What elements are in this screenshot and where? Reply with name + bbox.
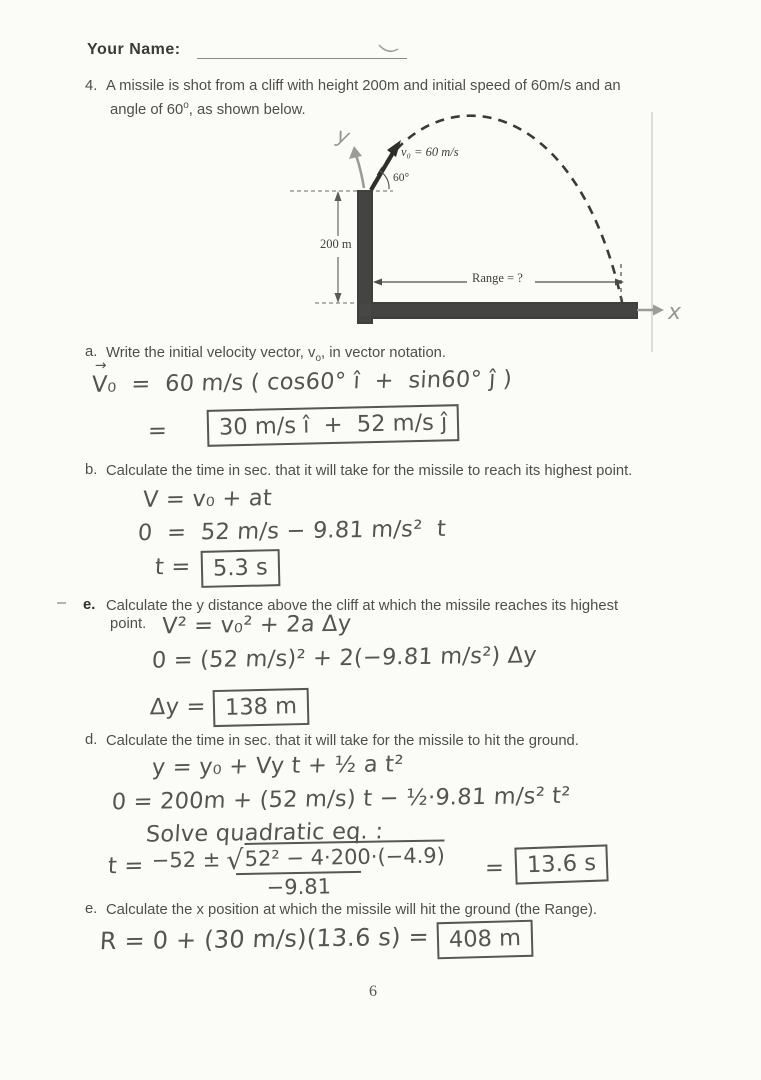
v0-vector-symbol xyxy=(91,357,118,398)
part-e-label: e. xyxy=(85,901,98,917)
part-a-question-pre: Write the initial velocity vector, v xyxy=(106,345,316,361)
part-d-work-line3: Solve quadratic eq. : xyxy=(145,818,384,848)
height-arrow-up xyxy=(335,191,342,201)
fraction-denominator: −9.81 xyxy=(236,871,361,900)
radicand: 52² − 4·200·(−4.9) xyxy=(244,839,445,870)
v0-label: v₀ = 60 m/s xyxy=(401,145,459,159)
sqrt-icon: √ xyxy=(226,844,244,877)
x-axis-label: x xyxy=(668,300,682,325)
part-b-question: Calculate the time in sec. that it will take for the missile to reach its highest point. xyxy=(106,463,633,479)
part-d-answer-lhs: t = xyxy=(107,852,145,880)
part-a-answer-box: 30 m/s î + 52 m/s ĵ xyxy=(207,404,460,447)
part-c-question-line2: point. xyxy=(110,616,147,632)
part-d-work-line1: y = y₀ + Vy t + ½ a t² xyxy=(151,751,405,781)
part-e-question: Calculate the x position at which the missile will hit the ground (the Range). xyxy=(106,902,598,918)
part-b-answer-lhs: t = xyxy=(154,553,192,581)
y-axis-pencil-arrow xyxy=(356,155,364,188)
pencil-mark xyxy=(376,42,402,58)
diagram-figure xyxy=(280,112,684,352)
part-c-label: e. xyxy=(83,597,96,613)
part-c-answer-lhs: Δy = xyxy=(149,693,207,721)
part-d-work-line2: 0 = 200m + (52 m/s) t − ½·9.81 m/s² t² xyxy=(111,782,572,816)
part-a-work-line1 xyxy=(91,357,513,398)
part-c-answer-box: 138 m xyxy=(213,688,310,727)
part-b-label: b. xyxy=(85,462,98,478)
page-number: 6 xyxy=(369,983,377,1000)
part-e-work: R = 0 + (30 m/s)(13.6 s) = xyxy=(99,922,430,956)
part-a-question-sub: o xyxy=(315,352,321,364)
projectile-diagram xyxy=(280,112,684,352)
range-arrow-right xyxy=(615,279,624,286)
height-arrow-down xyxy=(335,293,342,303)
v0-arrow xyxy=(371,151,394,190)
y-axis-arrowhead xyxy=(349,146,362,159)
v0-symbol: V₀ xyxy=(91,371,118,398)
angle-label: 60° xyxy=(393,172,410,184)
part-d-answer-box: 13.6 s xyxy=(514,844,608,884)
part-a-work-line1-rest: = 60 m/s ( cos60° î + sin60° ĵ ) xyxy=(115,366,513,398)
part-d-question: Calculate the time in sec. that it will take for the missile to hit the ground. xyxy=(106,733,579,749)
height-label: 200 m xyxy=(320,237,352,251)
name-blank-line xyxy=(197,58,407,59)
name-label: Your Name: xyxy=(87,41,181,58)
quadratic-formula-fraction xyxy=(148,839,450,901)
part-a-equals: = xyxy=(147,417,168,445)
part-a-question xyxy=(106,344,446,365)
problem-text-line2-pre: angle of 60 xyxy=(110,101,184,118)
scan-artifact-dash xyxy=(57,602,66,604)
part-a-question-post: , in vector notation. xyxy=(321,345,447,361)
problem-text-line1: A missile is shot from a cliff with height 200m and initial speed of 60m/s and an xyxy=(106,78,621,94)
part-b-work-line1: V = v₀ + at xyxy=(142,485,273,513)
problem-text-line2-post: , as shown below. xyxy=(188,101,306,118)
range-arrow-left xyxy=(373,279,382,286)
part-c-work-line1: V² = v₀² + 2a Δy xyxy=(161,610,353,640)
part-a-label: a. xyxy=(85,344,98,360)
part-c-work-line2: 0 = (52 m/s)² + 2(−9.81 m/s²) Δy xyxy=(151,642,538,674)
part-b-answer-box: 5.3 s xyxy=(201,549,280,588)
y-axis-label: y xyxy=(334,122,353,150)
fraction-numerator xyxy=(148,839,450,877)
range-label: Range = ? xyxy=(472,271,523,285)
x-axis-arrowhead xyxy=(653,305,664,316)
degree-superscript: o xyxy=(183,100,189,111)
part-c-question-line1: Calculate the y distance above the cliff at which the missile reaches its highest xyxy=(106,598,619,614)
part-b-work-line2: 0 = 52 m/s − 9.81 m/s² t xyxy=(137,515,447,547)
part-e-answer-box: 408 m xyxy=(437,920,534,960)
vector-arrow-icon: → xyxy=(94,357,108,374)
problem-text-line2 xyxy=(110,99,306,120)
part-d-label: d. xyxy=(85,732,98,748)
part-d-equals: = xyxy=(484,854,505,882)
problem-number: 4. xyxy=(85,78,98,94)
numerator-prefix: −52 ± xyxy=(151,847,221,873)
